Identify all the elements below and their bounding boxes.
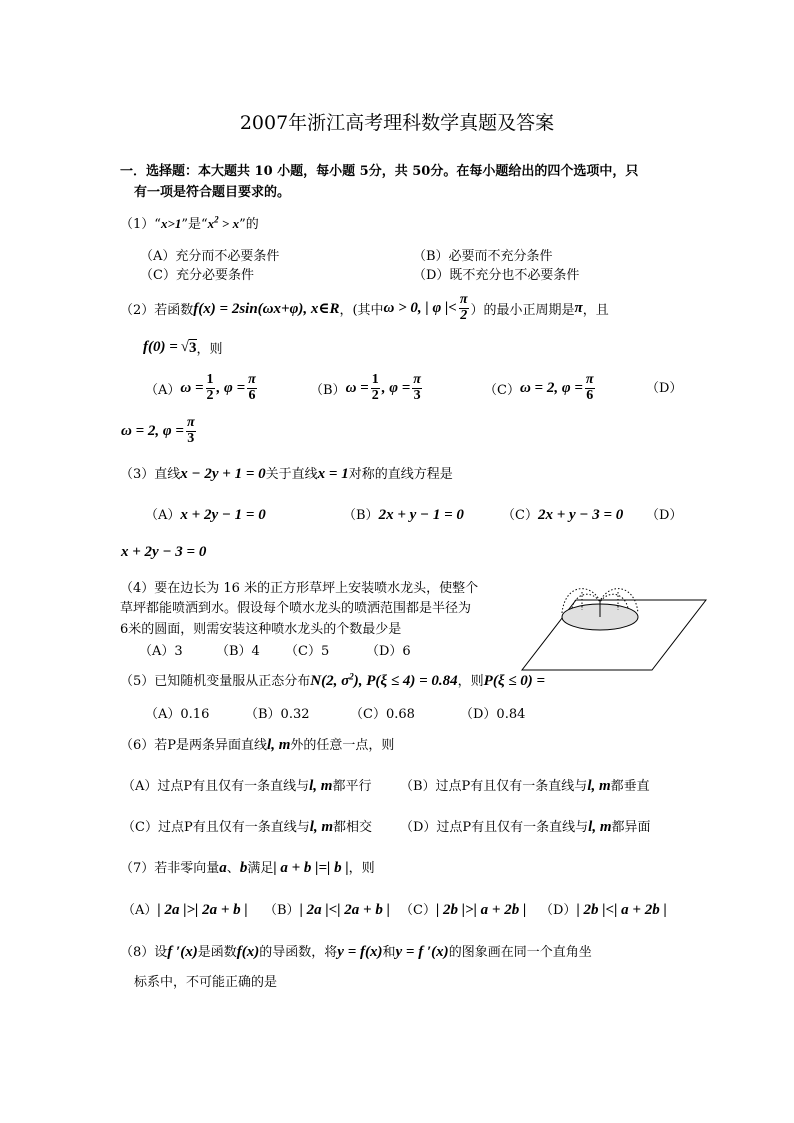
question-4-option-c: （C）5: [285, 644, 330, 659]
question-8-line2: 标系中，不可能正确的是: [134, 975, 278, 990]
question-4-line3: 6米的圆面，则需安装这种喷水龙头的个数最少是: [120, 622, 402, 637]
question-7-option-c: （C）| 2b |>| a + 2b |: [400, 902, 527, 918]
question-number: （1）: [120, 217, 155, 232]
question-3-option-b: （B）2x + y − 1 = 0: [343, 507, 464, 523]
question-3-option-d: x + 2y − 3 = 0: [121, 544, 207, 560]
question-5-option-d: （D）0.84: [460, 707, 526, 722]
question-number: （5）: [120, 674, 155, 689]
fraction: $\frac{\pi}{3}$: [186, 414, 195, 446]
page-title: 2007年浙江高考理科数学真题及答案: [239, 112, 555, 134]
question-2-condition: f(0) = √ 3 ，则: [143, 339, 223, 357]
sprinkler-lawn-figure: [520, 580, 710, 672]
question-5-option-c: （C）0.68: [350, 707, 415, 722]
question-1-option-b: （B）必要而不充分条件: [413, 249, 553, 264]
question-number: （3）: [120, 467, 155, 482]
question-2-option-c: （C） ω = 2, φ = $\frac{\pi}{6}$: [484, 371, 594, 403]
question-2-stem: （2） 若函数 f(x) = 2sin(ωx+φ), x∈R ，(其中 ω > 0, | φ |< $\frac{\pi}{2}$ ）的最小正周期是 π ，且: [120, 291, 609, 323]
question-3-option-a: （A）x + 2y − 1 = 0: [145, 507, 266, 523]
question-8-stem: （8）设f ′(x)是函数f(x)的导函数，将y = f(x)和y = f ′(x)的图象画在同一个直角坐: [120, 944, 592, 960]
question-number: （8）: [120, 945, 155, 960]
question-3-option-d-label: （D）: [646, 508, 683, 523]
question-6-option-a: （A）过点P有且仅有一条直线与l, m都平行: [122, 778, 372, 794]
question-number: （7）: [120, 861, 155, 876]
question-2-option-d-label: （D）: [646, 381, 683, 396]
question-5-option-b: （B）0.32: [245, 707, 310, 722]
question-7-option-d: （D）| 2b |<| a + 2b |: [540, 902, 667, 918]
question-7-option-b: （B）| 2a |<| 2a + b |: [264, 902, 390, 918]
question-4-option-d: （D）6: [366, 644, 411, 659]
question-2-option-d: ω = 2, φ = $\frac{\pi}{3}$: [121, 414, 195, 446]
section-heading-line2: 有一项是符合题目要求的。: [134, 185, 291, 200]
fraction: $\frac{\pi}{3}$: [413, 371, 421, 403]
question-5-stem: （5）已知随机变量服从正态分布N(2, $\sigma^2$), P(ξ ≤ 4) = 0.84，则P(ξ ≤ 0) =: [120, 671, 546, 689]
question-6-option-d: （D）过点P有且仅有一条直线与l, m都异面: [400, 819, 651, 835]
question-1-option-d: （D）既不充分也不必要条件: [413, 268, 580, 283]
question-number: （6）: [120, 738, 155, 753]
fraction: $\frac{\pi}{2}$: [459, 291, 468, 323]
fraction: $\frac{\pi}{6}$: [248, 371, 256, 403]
question-4-option-a: （A）3: [139, 644, 183, 659]
question-2-option-a: （A） ω = $\frac{1}{2}$ , φ = $\frac{\pi}{6}$: [145, 371, 256, 403]
question-5-option-a: （A）0.16: [145, 707, 210, 722]
question-1-stem: （1）“x>1”是“$x^2 > x$”的: [120, 214, 259, 232]
fraction: $\frac{\pi}{6}$: [585, 371, 594, 403]
fraction: $\frac{1}{2}$: [206, 371, 214, 403]
question-6-option-b: （B）过点P有且仅有一条直线与l, m都垂直: [400, 778, 650, 794]
question-6-stem: （6）若P是两条异面直线l, m外的任意一点，则: [120, 737, 395, 753]
question-2-option-b: （B） ω = $\frac{1}{2}$ , φ = $\frac{\pi}{3}$: [310, 371, 421, 403]
question-4-line2: 草坪都能喷洒到水。假设每个喷水龙头的喷洒范围都是半径为: [120, 601, 472, 616]
question-3-stem: （3）直线x − 2y + 1 = 0关于直线x = 1对称的直线方程是: [120, 466, 453, 482]
question-6-option-c: （C）过点P有且仅有一条直线与l, m都相交: [122, 819, 373, 835]
fraction: $\frac{1}{2}$: [371, 371, 379, 403]
question-4-line1: （4）要在边长为 16 米的正方形草坪上安装喷水龙头，使整个: [120, 581, 479, 596]
section-heading-line1: 一．选择题：本大题共 10 小题，每小题 5分，共 50分。在每小题给出的四个选项中，只: [120, 164, 639, 179]
question-7-option-a: （A）| 2a |>| 2a + b |: [122, 902, 248, 918]
question-3-option-c: （C）2x + y − 3 = 0: [502, 507, 624, 523]
sqrt-symbol: √: [180, 339, 190, 355]
question-1-option-a: （A）充分而不必要条件: [140, 249, 280, 264]
question-1-option-c: （C）充分必要条件: [140, 268, 254, 283]
question-number: （2）: [120, 302, 155, 318]
question-7-stem: （7）若非零向量a、b满足| a + b |=| b |，则: [120, 860, 375, 876]
question-4-option-b: （B）4: [216, 644, 260, 659]
